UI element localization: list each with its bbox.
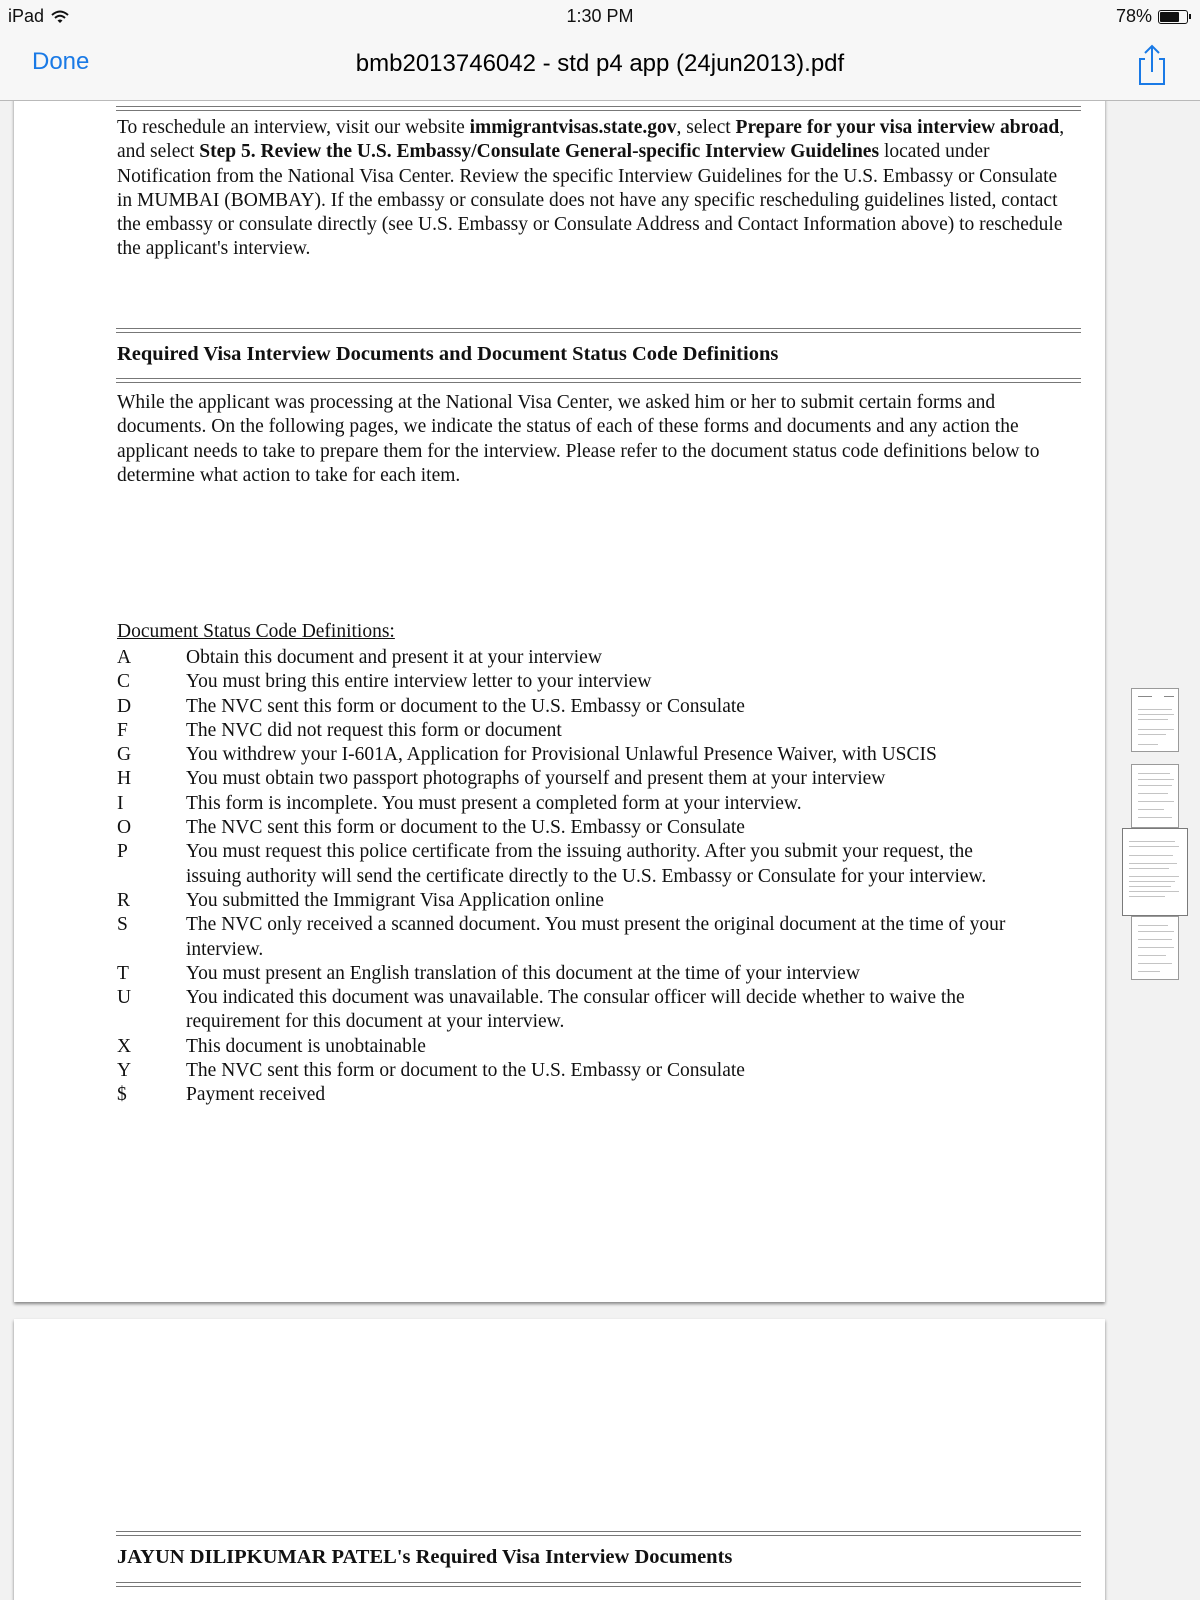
- status-code: A: [117, 647, 132, 668]
- status-code-description: You withdrew your I-601A, Application for Provisional Unlawful Presence Waiver, with USCIS: [186, 744, 937, 766]
- separator-line: [116, 1531, 1081, 1536]
- separator-line: [116, 378, 1081, 383]
- document-title: bmb2013746042 - std p4 app (24jun2013).pdf: [355, 50, 845, 77]
- codes-title: Document Status Code Definitions:: [117, 621, 395, 642]
- separator-line: [116, 328, 1081, 333]
- status-code-description: You must bring this entire interview letter to your interview: [186, 671, 652, 693]
- status-code: H: [117, 768, 132, 790]
- status-code-description: You must present an English translation of this document at the time of your interview: [186, 962, 860, 984]
- code-row: [117, 962, 1017, 986]
- status-code: $: [117, 1084, 127, 1106]
- status-code: R: [117, 889, 131, 911]
- status-code-description: This form is incomplete. You must present a completed form at your interview.: [186, 792, 802, 814]
- device-name: iPad: [8, 6, 45, 26]
- status-code: P: [117, 841, 128, 863]
- code-row: [117, 719, 1017, 743]
- applicant-documents-heading: JAYUN DILIPKUMAR PATEL's Required Visa Interview Documents: [117, 1546, 733, 1568]
- page-thumbnail[interactable]: [1131, 764, 1179, 828]
- done-button[interactable]: Done: [32, 48, 90, 75]
- code-row: [117, 840, 1017, 889]
- code-row: [117, 889, 1017, 913]
- separator-line: [116, 106, 1081, 111]
- code-row: [117, 743, 1017, 767]
- code-row: [117, 792, 1017, 816]
- code-row: [117, 1059, 1017, 1083]
- pdf-page: [14, 101, 1105, 1302]
- code-row: [117, 1035, 1017, 1059]
- status-code-description: Payment received: [186, 1084, 326, 1106]
- code-row: [117, 816, 1017, 840]
- separator-line: [116, 1582, 1081, 1587]
- status-code: C: [117, 671, 131, 693]
- code-row: [117, 913, 1017, 962]
- intro-paragraph: While the applicant was processing at the National Visa Center, we asked him or her to submit certain forms and documents. On the following pages, we indicate the status of each of these forms and documents and any action the applicant needs to take to prepare them for the interview. Please refer to the document status code definitions below to determine what action to take for each item.: [117, 392, 1040, 486]
- status-code-description: You must obtain two passport photographs of yourself and present them at your interview: [186, 768, 886, 790]
- status-code: X: [117, 1035, 132, 1057]
- battery-percent: 78%: [1115, 6, 1152, 26]
- current-page-thumbnail[interactable]: [1122, 828, 1188, 916]
- status-code-description: You indicated this document was unavailable. The consular officer will decide whether to waive the requirement for this document at your interview.: [186, 987, 965, 1033]
- status-code: O: [117, 817, 132, 839]
- section-heading: Required Visa Interview Documents and Document Status Code Definitions: [117, 343, 779, 365]
- code-row: [117, 986, 1017, 1035]
- code-row: [117, 646, 1017, 670]
- status-code: G: [117, 744, 132, 766]
- status-code: F: [117, 719, 128, 741]
- status-bar: [0, 0, 1200, 34]
- status-code: D: [117, 695, 132, 717]
- status-code-description: You submitted the Immigrant Visa Application online: [186, 889, 604, 911]
- reschedule-paragraph: To reschedule an interview, visit our website immigrantvisas.state.gov, select Prepare for your visa interview abroad, and select Step 5. Review the U.S. Embassy/Consulate General-specific Interview Guidelines located under Notification from the National Visa Center. Review the specific Interview Guidelines for the U.S. Embassy or Consulate in MUMBAI (BOMBAY). If the embassy or consulate does not have any specific rescheduling guidelines listed, contact the embassy or consulate directly (see U.S. Embassy or Consulate Address and Contact Information above) to reschedule the applicant's interview.: [117, 117, 1065, 260]
- page-thumbnail[interactable]: [1131, 688, 1179, 752]
- status-code-description: Obtain this document and present it at your interview: [186, 647, 602, 668]
- code-row: [117, 767, 1017, 791]
- code-row: [117, 670, 1017, 694]
- code-row: [117, 1083, 1017, 1107]
- status-code: U: [117, 987, 132, 1009]
- status-code: S: [117, 914, 128, 936]
- status-code: I: [117, 792, 124, 814]
- battery-level: [1160, 12, 1179, 22]
- status-code-description: This document is unobtainable: [186, 1035, 426, 1057]
- status-code: T: [117, 962, 129, 984]
- code-row: [117, 695, 1017, 719]
- status-right: [1116, 6, 1188, 27]
- pdf-page-next: [14, 1319, 1105, 1600]
- status-code-description: You must request this police certificate from the issuing authority. After you submit your request, the issuing authority will send the certificate directly to the U.S. Embassy or Consulate for your interview.: [186, 841, 987, 887]
- clock: 1:30 PM: [566, 6, 634, 26]
- page-thumbnail[interactable]: [1131, 916, 1179, 980]
- share-icon[interactable]: [1134, 42, 1170, 88]
- battery-icon: [1158, 10, 1188, 24]
- status-code-description: The NVC did not request this form or document: [186, 719, 562, 741]
- status-code-description: The NVC sent this form or document to the U.S. Embassy or Consulate: [186, 695, 745, 717]
- status-code-description: The NVC sent this form or document to the U.S. Embassy or Consulate: [186, 817, 745, 839]
- nav-bar: [0, 34, 1200, 101]
- pdf-viewer[interactable]: [0, 101, 1200, 1600]
- code-list: [117, 646, 1017, 1108]
- status-code-description: The NVC sent this form or document to the U.S. Embassy or Consulate: [186, 1060, 745, 1082]
- status-code-description: The NVC only received a scanned document. You must present the original document at the time of your interview.: [186, 914, 1006, 960]
- status-code: Y: [117, 1060, 132, 1082]
